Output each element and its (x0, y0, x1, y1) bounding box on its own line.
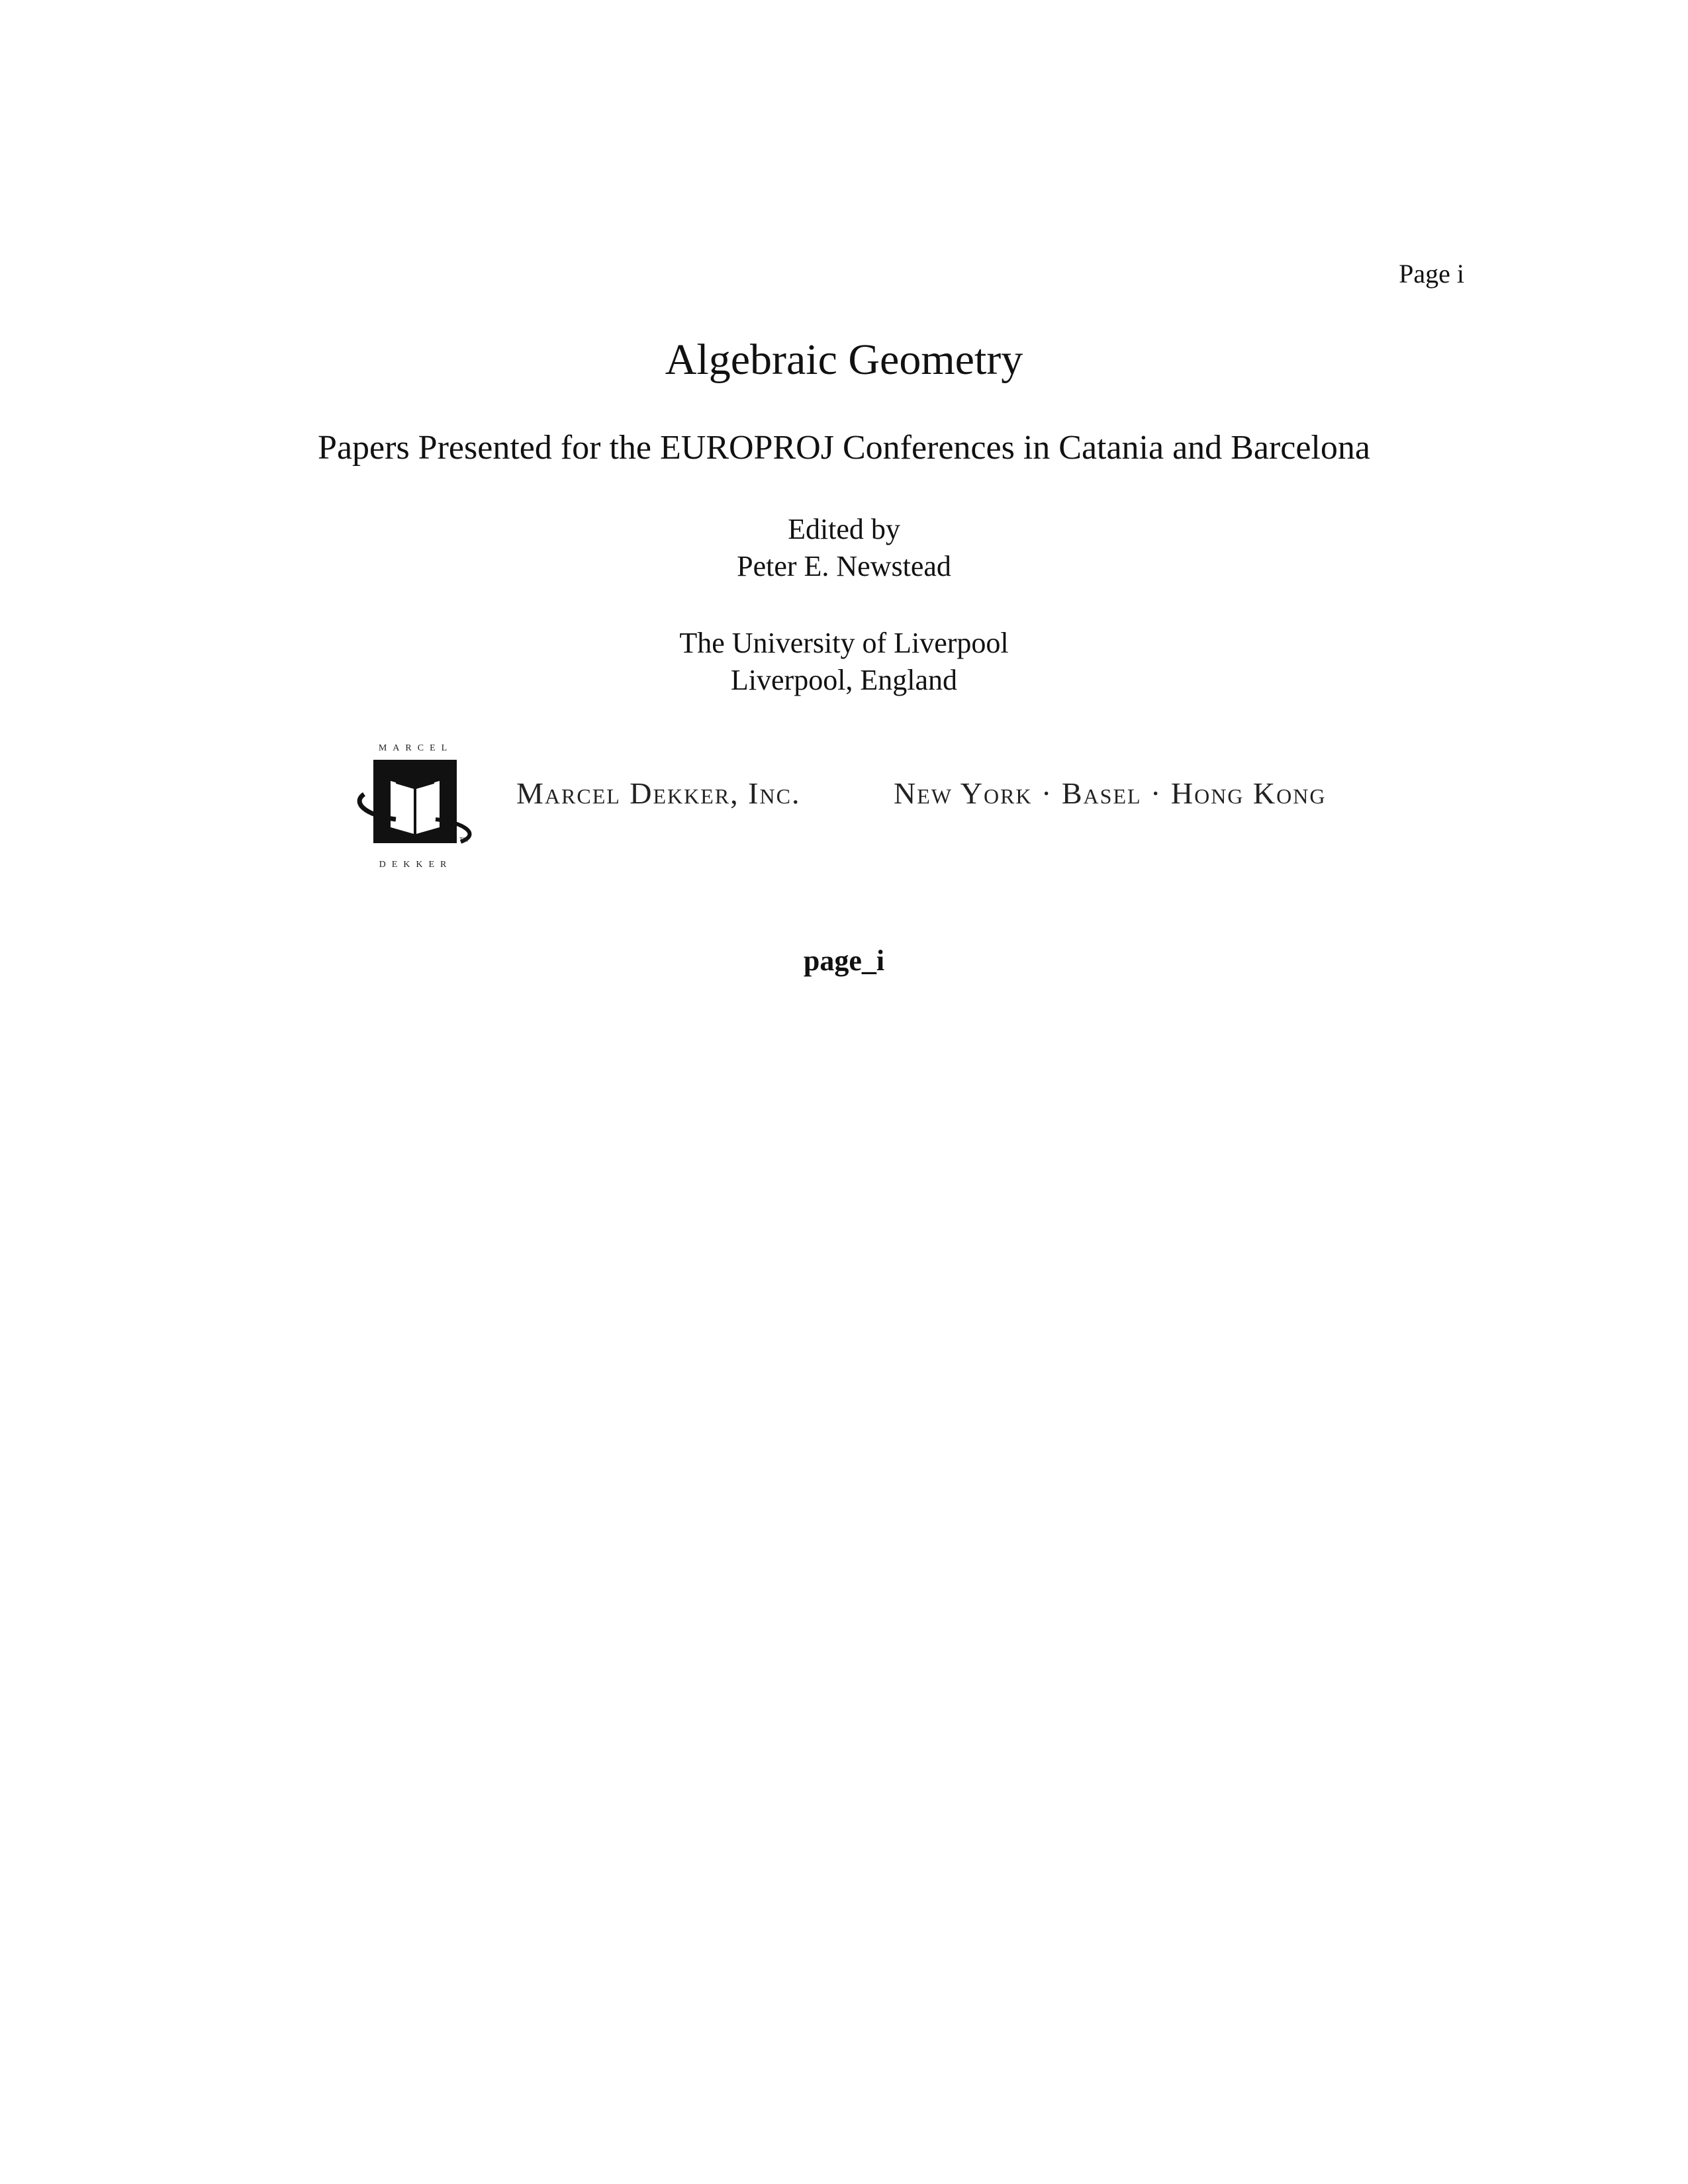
book-title: Algebraic Geometry (665, 336, 1023, 384)
svg-text:MARCEL: MARCEL (378, 743, 453, 753)
svg-text:TM: TM (459, 837, 468, 843)
publisher-name: Marcel Dekker, Inc. (516, 776, 801, 810)
publisher-cities: New York · Basel · Hong Kong (894, 776, 1327, 810)
book-subtitle: Papers Presented for the EUROPROJ Conferences in Catania and Barcelona (318, 429, 1370, 467)
page-label: Page i (1399, 259, 1464, 289)
edited-by-label: Edited by (788, 513, 900, 545)
editor-name: Peter E. Newstead (737, 550, 951, 582)
page-id: page_i (803, 944, 885, 977)
affiliation-line-1: The University of Liverpool (679, 627, 1009, 659)
affiliation-line-2: Liverpool, England (730, 664, 958, 696)
marcel-dekker-book-logo-icon (350, 741, 482, 874)
svg-text:DEKKER: DEKKER (379, 860, 453, 870)
